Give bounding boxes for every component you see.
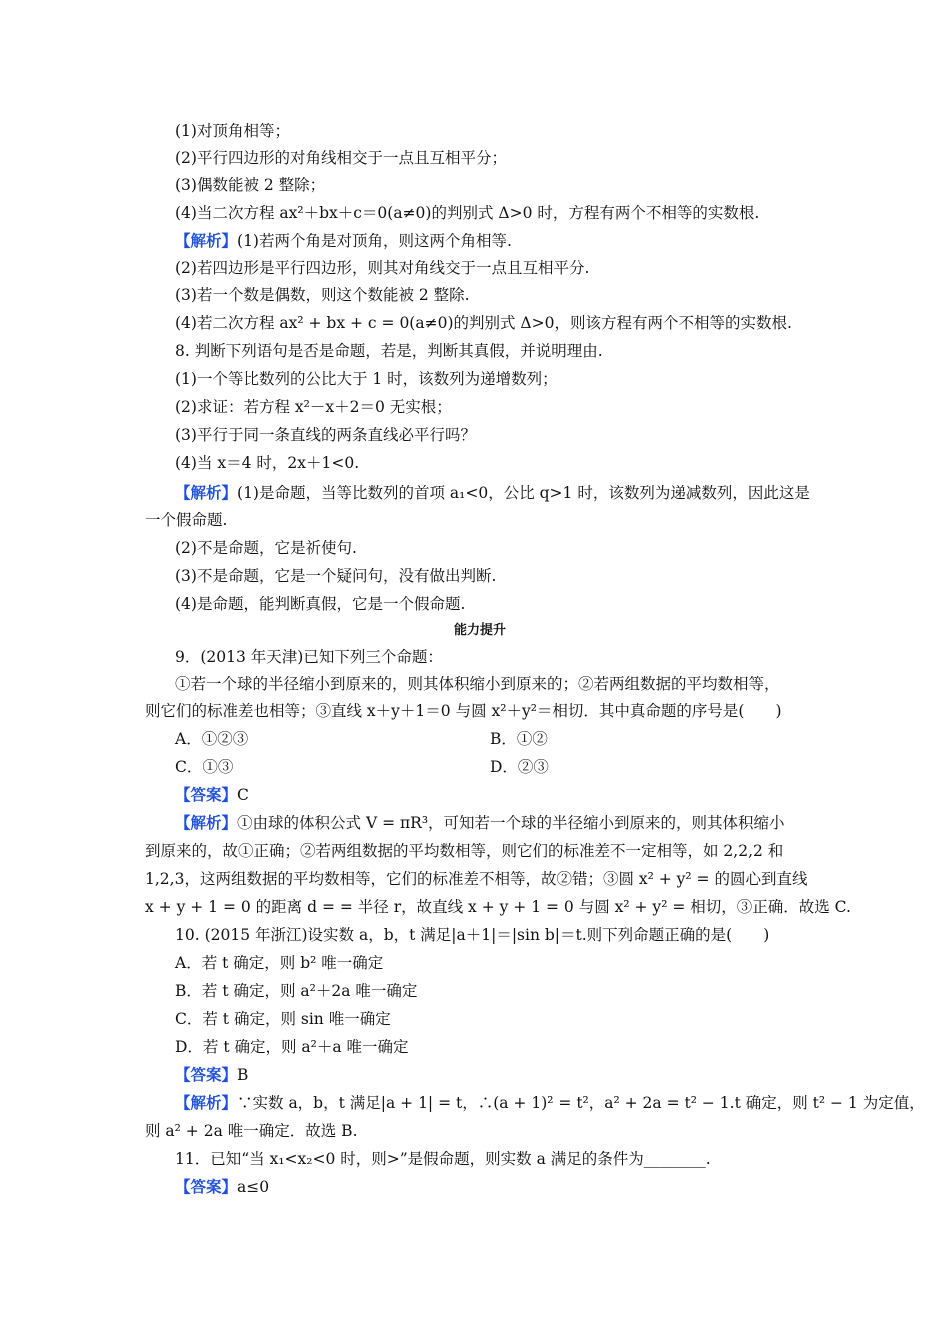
q9-stem: 9．(2013 年天津)已知下列三个命题： — [175, 648, 443, 666]
q10-jiexi-1: 【解析】∵实数 a，b，t 满足|a + 1| = t，∴(a + 1)² = t²，a² + 2a = t² − 1.t 确定，则 t² − 1 为定值， — [175, 1093, 925, 1112]
section-title: 能力提升 — [453, 623, 506, 638]
q9-option-d: D．②③ — [490, 758, 549, 776]
q7-item-3: (3)偶数能被 2 整除； — [175, 176, 326, 194]
q8-stem: 8. 判断下列语句是否是命题，若是，判断其真假，并说明理由. — [175, 342, 603, 360]
q8-jiexi-2: (2)不是命题，它是祈使句. — [175, 539, 357, 557]
q11-answer: 【答案】a≤0 — [175, 1177, 270, 1196]
answer-tag: 【答案】 — [175, 785, 238, 804]
q9-jiexi-2: 到原来的，故①正确；②若两组数据的平均数相等，则它们的标准差不一定相等，如 2,2,2 和 — [145, 842, 784, 860]
q10-jiexi-2: 则 a² + 2a 唯一确定．故选 B. — [145, 1122, 358, 1140]
q9-answer: 【答案】C — [175, 785, 249, 804]
q8-jiexi-3: (3)不是命题，它是一个疑问句，没有做出判断. — [175, 567, 497, 585]
q9-jiexi-1: 【解析】①由球的体积公式 V = πR³，可知若一个球的半径缩小到原来的，则其体积缩小 — [175, 813, 785, 832]
q10-option-d: D．若 t 确定，则 a²＋a 唯一确定 — [175, 1038, 409, 1056]
q8-jiexi-1a: 【解析】(1)是命题，当等比数列的首项 a₁<0，公比 q>1 时，该数列为递减数列，因此这是 — [175, 483, 810, 502]
q8-item-2: (2)求证：若方程 x²－x＋2＝0 无实根； — [175, 398, 452, 416]
q8-item-3: (3)平行于同一条直线的两条直线必平行吗？ — [175, 426, 476, 444]
q8-jiexi-4: (4)是命题，能判断真假，它是一个假命题. — [175, 595, 466, 613]
q7-item-4: (4)当二次方程 ax²＋bx＋c＝0(a≠0)的判别式 Δ>0 时，方程有两个不相等的实数根. — [175, 204, 760, 222]
jiexi-tag: 【解析】 — [175, 813, 238, 832]
answer-tag: 【答案】 — [175, 1065, 238, 1084]
q10-option-a: A．若 t 确定，则 b² 唯一确定 — [175, 954, 384, 972]
q9-line-2: ①若一个球的半径缩小到原来的，则其体积缩小到原来的；②若两组数据的平均数相等， — [175, 675, 780, 693]
q9-option-a: A．①②③ — [175, 730, 249, 748]
q9-line-3: 则它们的标准差也相等；③直线 x＋y＋1＝0 与圆 x²＋y²＝相切．其中真命题的序号是( ) — [145, 702, 782, 720]
q9-option-c: C．①③ — [175, 758, 234, 776]
q7-jiexi-4: (4)若二次方程 ax² + bx + c = 0(a≠0)的判别式 Δ>0，则该方程有两个不相等的实数根. — [175, 314, 792, 332]
q7-item-1: (1)对顶角相等； — [175, 122, 290, 140]
q8-jiexi-1b: 一个假命题. — [145, 511, 228, 529]
q9-jiexi-3: 1,2,3，这两组数据的平均数相等，它们的标准差不相等，故②错；③圆 x² + y² = 的圆心到直线 — [145, 870, 808, 888]
q11-stem: 11．已知“当 x₁<x₂<0 时，则>”是假命题，则实数 a 满足的条件为________. — [175, 1150, 711, 1168]
q10-answer: 【答案】B — [175, 1065, 249, 1084]
q10-option-c: C．若 t 确定，则 sin 唯一确定 — [175, 1010, 391, 1028]
q7-jiexi-3: (3)若一个数是偶数，则这个数能被 2 整除. — [175, 286, 470, 304]
q9-jiexi-4: x + y + 1 = 0 的距离 d = = 半径 r，故直线 x + y + 1 = 0 与圆 x² + y² = 相切，③正确．故选 C. — [145, 898, 851, 916]
q7-jiexi-1: 【解析】(1)若两个角是对顶角，则这两个角相等. — [175, 231, 512, 250]
jiexi-tag: 【解析】 — [175, 1093, 238, 1112]
jiexi-tag: 【解析】 — [175, 483, 238, 502]
q10-option-b: B．若 t 确定，则 a²＋2a 唯一确定 — [175, 982, 418, 1000]
q8-item-1: (1)一个等比数列的公比大于 1 时，该数列为递增数列； — [175, 370, 558, 388]
q7-jiexi-2: (2)若四边形是平行四边形，则其对角线交于一点且互相平分. — [175, 259, 590, 277]
q8-item-4: (4)当 x＝4 时，2x＋1<0. — [175, 454, 360, 472]
jiexi-tag: 【解析】 — [175, 231, 238, 250]
q10-stem: 10. (2015 年浙江)设实数 a，b，t 满足|a＋1|＝|sin b|＝t.则下列命题正确的是( ) — [175, 926, 770, 944]
q7-item-2: (2)平行四边形的对角线相交于一点且互相平分； — [175, 149, 507, 167]
q9-option-b: B．①② — [490, 730, 548, 748]
answer-tag: 【答案】 — [175, 1177, 238, 1196]
